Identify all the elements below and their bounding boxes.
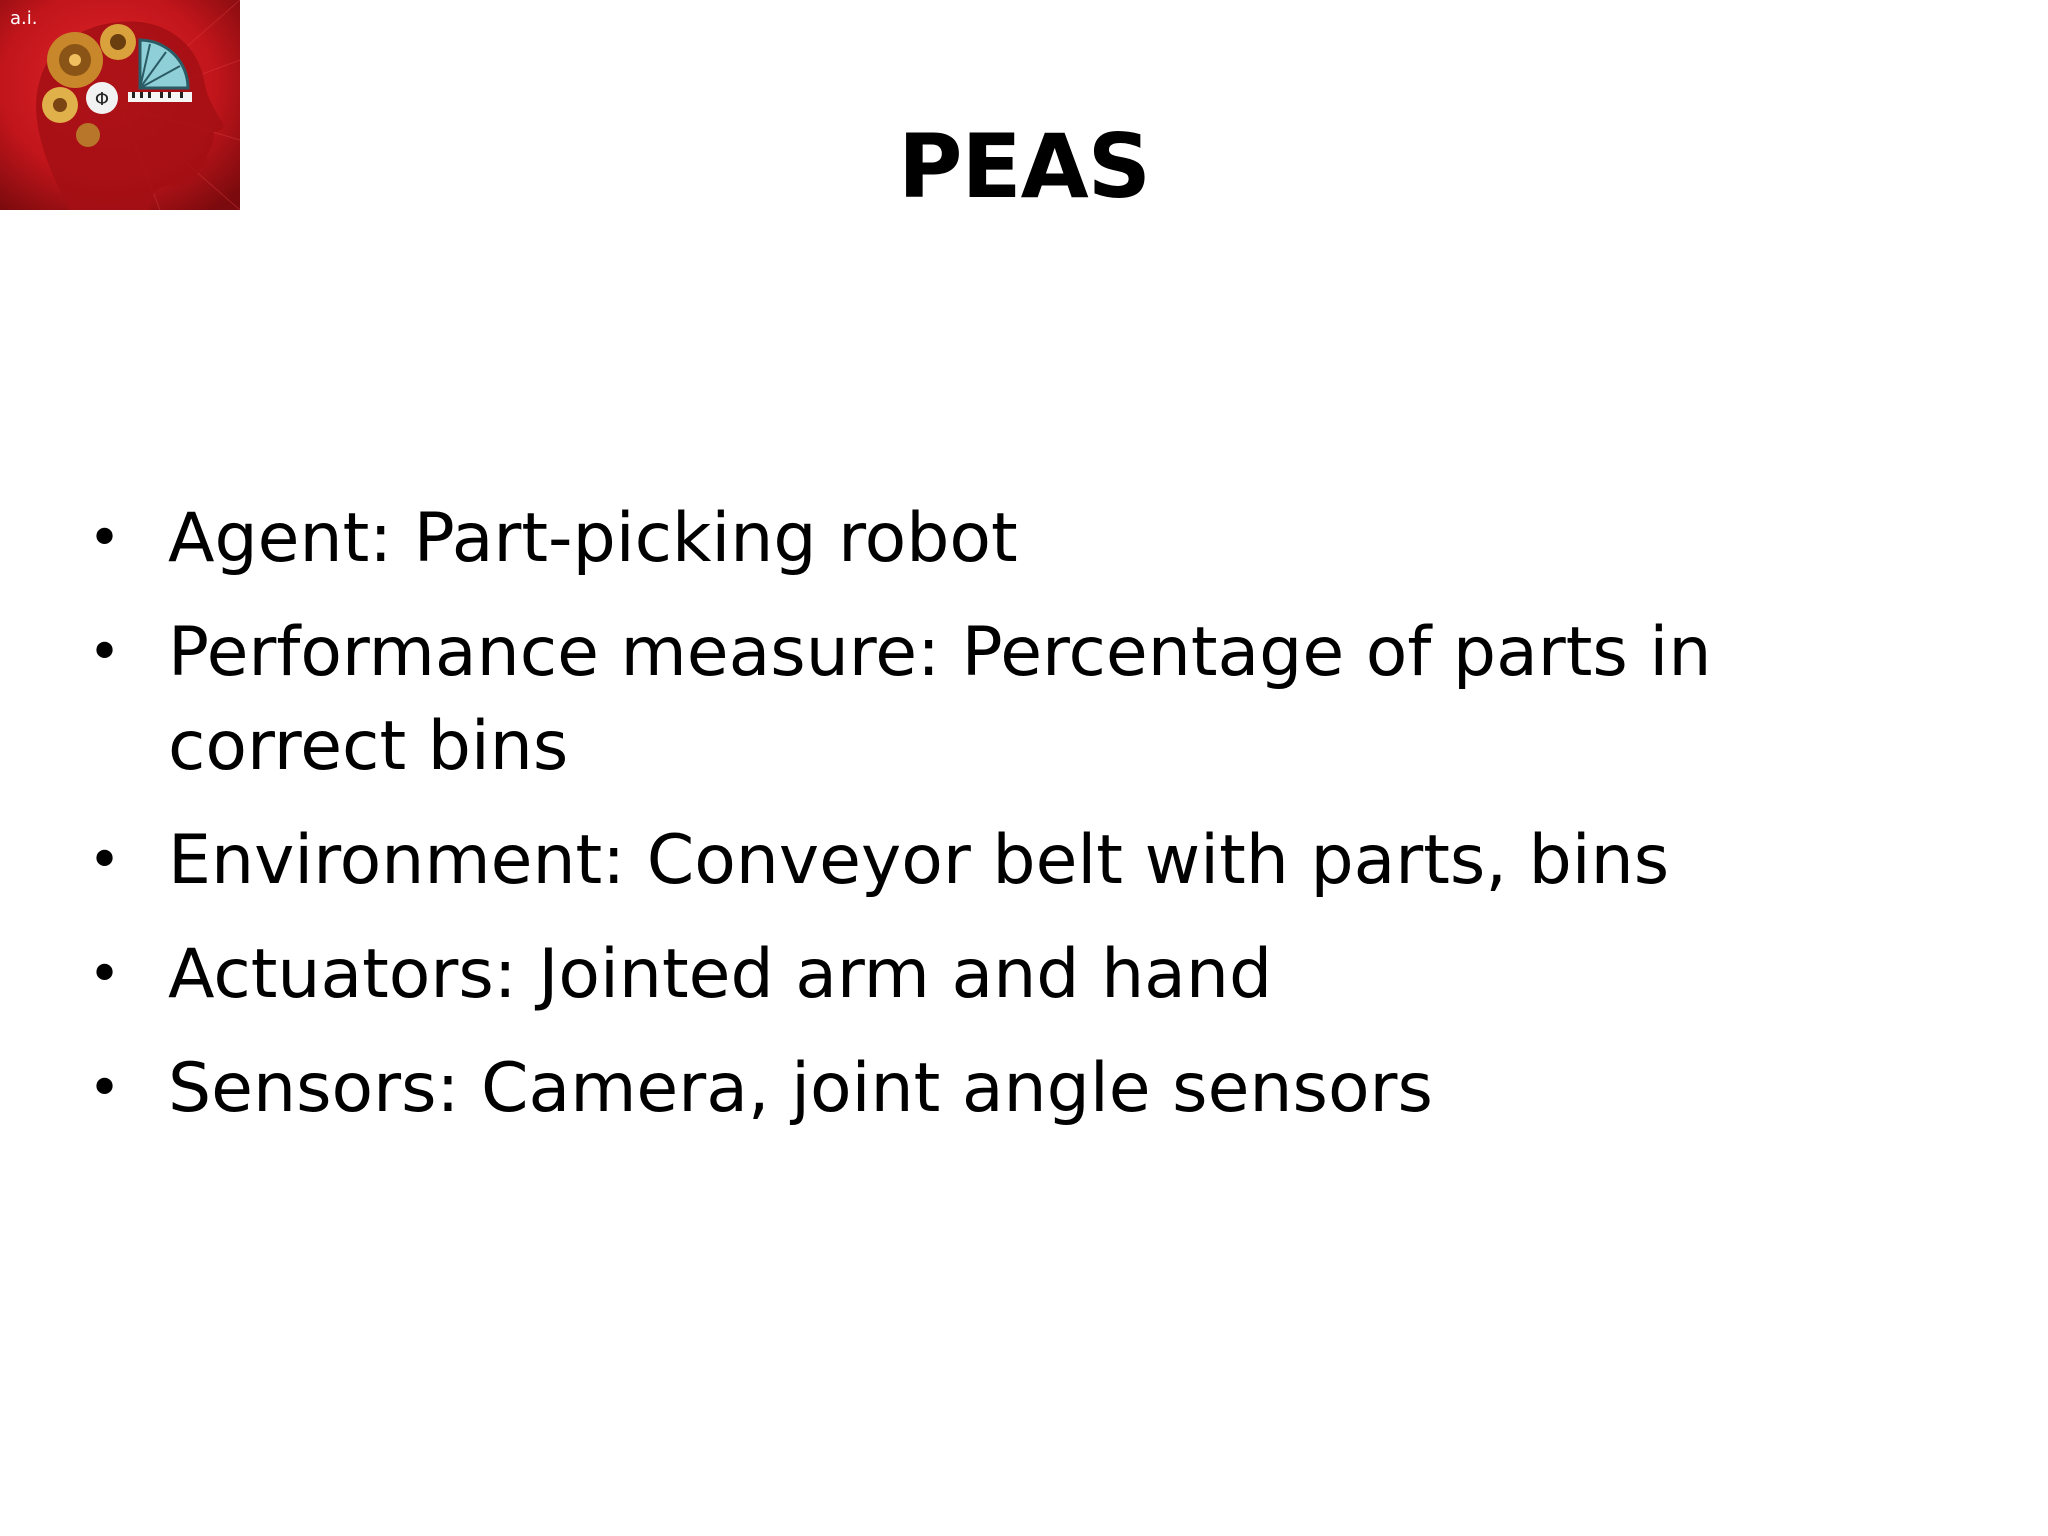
bullet-text: Sensors: Camera, joint angle sensors	[168, 1049, 1433, 1128]
slide-title: PEAS	[897, 115, 1151, 218]
bullet-item-agent	[88, 492, 1988, 586]
bullet-text: Agent: Part-picking robot	[168, 499, 1018, 578]
bullet-text: Environment: Conveyor belt with parts, bins	[168, 821, 1670, 900]
bullet-item-performance	[88, 606, 1988, 794]
bullet-point-icon: •	[88, 506, 122, 571]
bullet-point-icon: •	[88, 620, 122, 685]
logo-label: a.i.	[10, 8, 38, 29]
bullet-text: Performance measure: Percentage of parts in correct bins	[168, 613, 1712, 786]
bullet-point-icon: •	[88, 1056, 122, 1121]
bullet-item-sensors	[88, 1042, 1988, 1136]
svg-text:Φ: Φ	[94, 89, 110, 110]
bullet-list	[88, 492, 1988, 1156]
bullet-point-icon: •	[88, 942, 122, 1007]
bullet-item-actuators	[88, 928, 1988, 1022]
bullet-text: Actuators: Jointed arm and hand	[168, 935, 1273, 1014]
bullet-item-environment	[88, 814, 1988, 908]
bullet-point-icon: •	[88, 828, 122, 893]
